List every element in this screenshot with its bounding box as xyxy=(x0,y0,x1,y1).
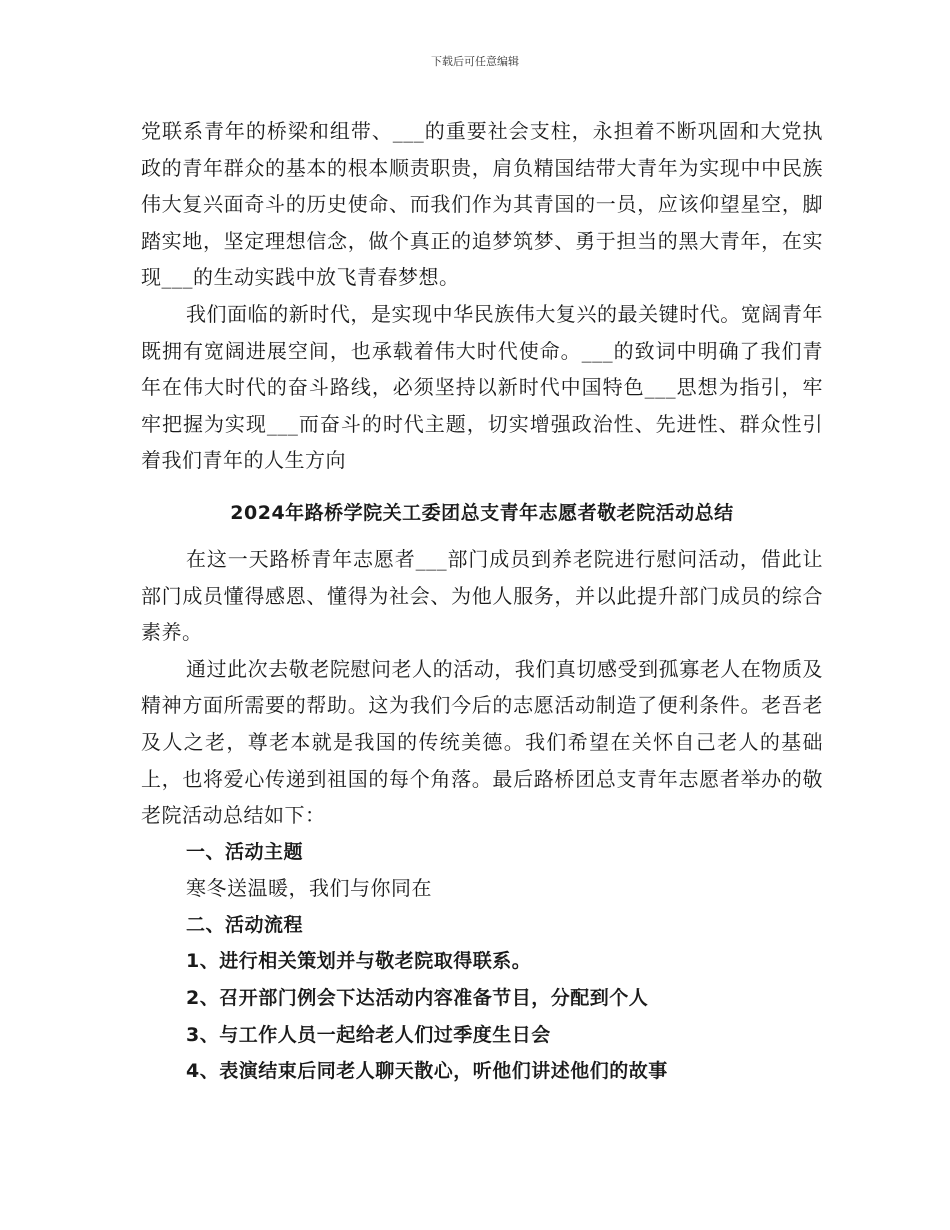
paragraph-activity-intro: 在这一天路桥青年志愿者___部门成员到养老院进行慰问活动，借此让部门成员懂得感恩、懂得为社会、为他人服务，并以此提升部门成员的综合素养。 xyxy=(141,546,823,645)
process-heading: 二、活动流程 xyxy=(186,913,304,936)
theme-text: 寒冬送温暖，我们与你同在 xyxy=(186,876,432,901)
process-step: 4、表演结束后同老人聊天散心，听他们讲述他们的故事 xyxy=(186,1060,668,1083)
section-title: 2024年路桥学院关工委团总支青年志愿者敬老院活动总结 xyxy=(230,501,734,524)
process-step: 3、与工作人员一起给老人们过季度生日会 xyxy=(186,1023,551,1046)
process-step: 1、进行相关策划并与敬老院取得联系。 xyxy=(186,950,532,973)
theme-heading: 一、活动主题 xyxy=(186,840,304,863)
paragraph-activity-reflection: 通过此次去敬老院慰问老人的活动，我们真切感受到孤寡老人在物质及精神方面所需要的帮助。这为我们今后的志愿活动制造了便利条件。老吾老及人之老，尊老本就是我国的传统美德。我们希望在关怀自己老人的基础上，也将爱心传递到祖国的每个角落。最后路桥团总支青年志愿者举办的敬老院活动总结如下： xyxy=(141,656,823,828)
document-body xyxy=(141,113,823,1090)
paragraph-new-era: 我们面临的新时代，是实现中华民族伟大复兴的最关键时代。宽阔青年既拥有宽阔进展空间，也承载着伟大时代使命。___的致词中明确了我们青年在伟大时代的奋斗路线，必须坚持以新时代中国特色___思想为指引，牢牢把握为实现___而奋斗的时代主题，切实增强政治性、先进性、群众性引着我们青年的人生方向 xyxy=(141,301,823,473)
paragraph-youth-role: 党联系青年的桥梁和组带、___的重要社会支柱，永担着不断巩固和大党执政的青年群众的基本的根本顺责职贵，肩负精国结带大青年为实现中中民族伟大复兴面奇斗的历史使命、而我们作为其青国的一员，应该仰望星空，脚踏实地，坚定理想信念，做个真正的追梦筑梦、勇于担当的黑大青年，在实现___的生动实践中放飞青春梦想。 xyxy=(141,119,823,290)
header-note: 下载后可任意编辑 xyxy=(431,55,519,68)
process-step: 2、召开部门例会下达活动内容准备节目，分配到个人 xyxy=(186,987,649,1010)
